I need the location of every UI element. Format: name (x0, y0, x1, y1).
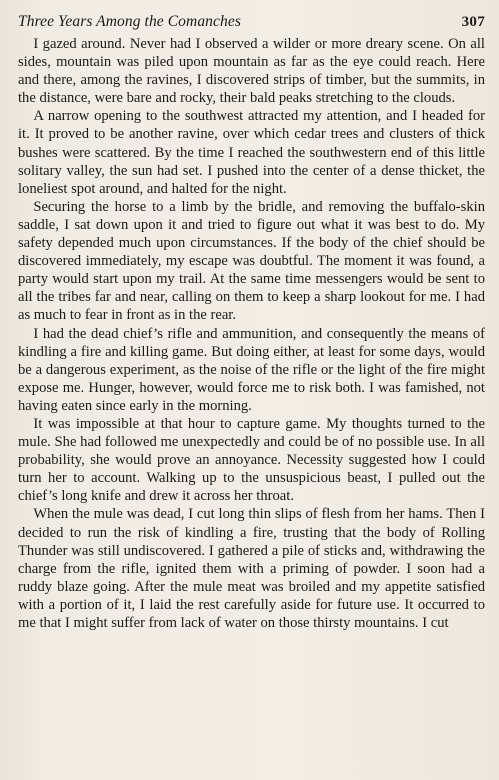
running-head (18, 13, 485, 33)
paragraph: Securing the horse to a limb by the bridle, and removing the buffalo-skin saddle, I sat down upon it and tried to figure out what it was best to do. My safety depended much upon circumstances. If the body of the chief should be discovered immediately, my escape was doubtful. The moment it was found, a party would start upon my trail. At the same time messengers would be sent to all the tribes far and near, calling on them to keep a sharp lookout for me. I had as much to fear in front as in the rear. (18, 198, 485, 324)
paragraph: When the mule was dead, I cut long thin slips of flesh from her hams. Then I decided to run the risk of kindling a fire, trusting that the body of Rolling Thunder was still undiscovered. I gathered a pile of sticks and, withdrawing the charge from the rifle, ignited them with a priming of powder. I soon had a ruddy blaze going. After the mule meat was broiled and my appetite satisfied with a portion of it, I laid the rest carefully aside for future use. It occurred to me that I might suffer from lack of water on those thirsty mountains. I cut (18, 506, 485, 631)
paragraph: I gazed around. Never had I observed a wilder or more dreary scene. On all sides, mountain was piled upon mountain as far as the eye could reach. Here and there, among the ravines, I discovered strips of timber, but the summits, in the distance, were bare and rocky, their bald peaks stretching to the clouds. (18, 36, 485, 107)
body-text (18, 35, 485, 632)
page-number: 307 (461, 14, 485, 30)
running-title: Three Years Among the Comanches (18, 13, 241, 30)
paragraph: A narrow opening to the southwest attracted my attention, and I headed for it. It proved to be another ravine, over which cedar trees and clusters of thick bushes were scattered. By the time I reached the southwestern end of this little solitary valley, the sun had set. I pushed into the center of a dense thicket, the loneliest spot around, and halted for the night. (18, 108, 485, 197)
paragraph: It was impossible at that hour to capture game. My thoughts turned to the mule. She had followed me unexpectedly and could be of no possible use. In all probability, she would prove an annoyance. Necessity suggested how I could turn her to account. Walking up to the unsuspicious beast, I pulled out the chief’s long knife and drew it across her throat. (18, 415, 485, 505)
paragraph: I had the dead chief’s rifle and ammunition, and consequently the means of kindling a fire and killing game. But doing either, at least for some days, would be a dangerous experiment, as the noise of the rifle or the light of the fire might expose me. Hunger, however, would force me to risk both. I was famished, not having eaten since early in the morning. (18, 325, 485, 414)
